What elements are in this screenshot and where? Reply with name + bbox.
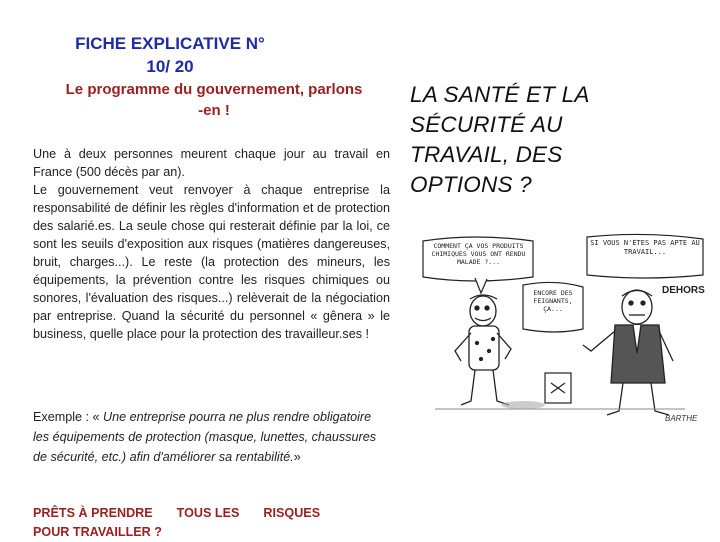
cartoon-illustration <box>415 233 705 423</box>
fiche-title-line1: FICHE EXPLICATIVE N° <box>75 34 265 53</box>
footer-part1: PRÊTS À PRENDRE <box>33 506 153 520</box>
footer-question <box>33 504 393 542</box>
example-quote-text: Une entreprise pourra ne plus rendre obligatoire les équipements de protection (masque, lunettes, chaussures de sécurité, etc.) afin d'améliorer sa rentabilité. <box>33 410 377 464</box>
example-suffix: » <box>293 450 301 464</box>
topic-title-line4: OPTIONS ? <box>410 172 532 197</box>
footer-part3: RISQUES <box>263 506 321 520</box>
subtitle <box>28 79 400 121</box>
topic-title-line3: TRAVAIL, DES <box>410 142 563 167</box>
sick-worker-figure <box>455 295 511 405</box>
subtitle-line1: Le programme du gouvernement, parlons <box>65 81 363 98</box>
body-paragraph-2: Le gouvernement veut renvoyer à chaque entreprise la responsabilité de définir les règles d'information et de protection des salarié.es. La seule chose qui resterait définie par la loi, ce sont les seuils d'exposition aux risques (matières dangereuses, bruit, charges...). Le reste (la protection des mineurs, les équipements, la prévention contre les risques chimiques ou sonores, l'évaluation des risques...) relèverait de la négociation par entreprise. Quand la sécurité du personnel « gênera » le business, quelle place pour la protection des travailleur.ses ! <box>33 183 390 341</box>
cartoon-signature: BARTHE <box>665 414 698 423</box>
subtitle-line2: -en ! <box>198 102 230 119</box>
topic-title-line1: LA SANTÉ ET LA <box>410 82 590 107</box>
topic-title-line2: SÉCURITÉ AU <box>410 112 563 137</box>
body-paragraph-1: Une à deux personnes meurent chaque jour au travail en France (500 décès par an). <box>33 147 390 179</box>
example-prefix: Exemple : « <box>33 410 103 424</box>
footer-part4: POUR TRAVAILLER ? <box>33 525 162 539</box>
example-quote <box>33 407 390 467</box>
topic-title <box>410 80 700 200</box>
body-text <box>33 145 390 343</box>
boss-figure <box>583 290 673 415</box>
cartoon-drawing <box>415 233 705 423</box>
footer-part2: TOUS LES <box>176 506 240 520</box>
bubble-left-text: COMMENT ÇA VOS PRODUITS CHIMIQUES VOUS ONT RENDU MALADE ?... <box>431 242 526 266</box>
bubble-middle-text: ENCORE DES FEIGNANTS, ÇA... <box>533 289 573 313</box>
fiche-title <box>40 32 300 78</box>
dehors-label: DEHORS <box>662 285 705 296</box>
fiche-title-line2: 10/ 20 <box>146 57 194 76</box>
bubble-right-text: SI VOUS N'ÊTES PAS APTE AU TRAVAIL... <box>590 239 700 256</box>
